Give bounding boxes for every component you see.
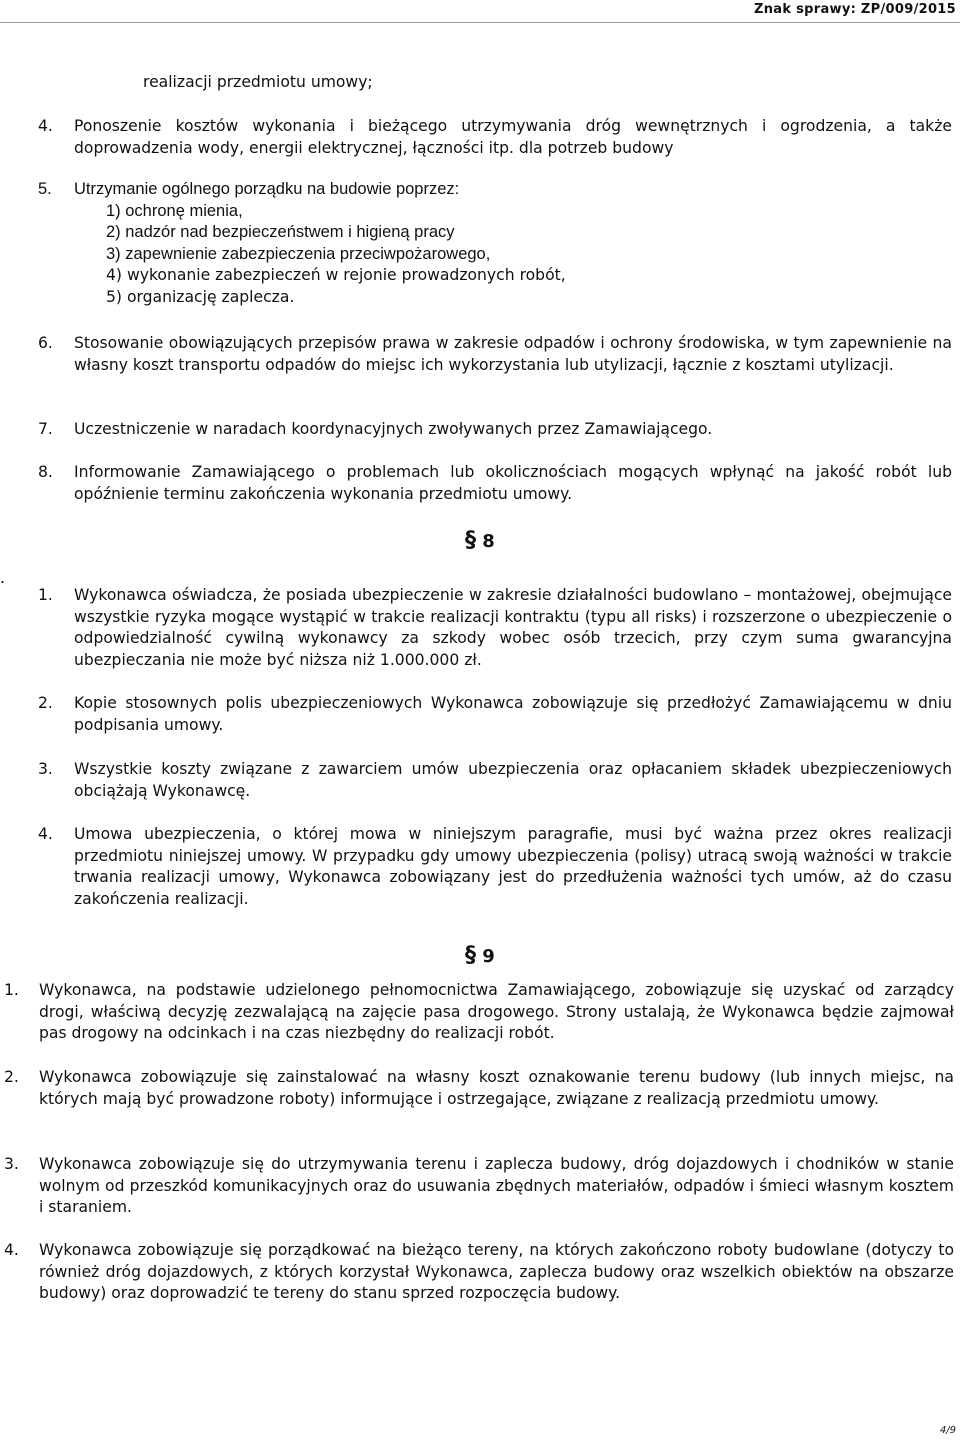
list-item — [4, 1067, 954, 1110]
page-header — [0, 0, 960, 23]
sub-list-item: 2) nadzór nad bezpieczeństwem i higieną pracy — [106, 223, 455, 241]
item-text: Informowanie Zamawiającego o problemach lub okolicznościach mogących wpłynąć na jakość robót lub opóźnienie terminu zakończenia wykonania przedmiotu umowy. — [74, 463, 952, 503]
list-item — [38, 116, 952, 159]
section-sign: § — [465, 943, 476, 968]
list-item — [38, 824, 952, 910]
section-number: 8 — [482, 531, 495, 552]
list-item — [4, 1240, 954, 1305]
item-text: Wykonawca zobowiązuje się zainstalować na własny koszt oznakowanie terenu budowy (lub innych miejsc, na których mają być prowadzone roboty) informujące i ostrzegające, związane z realizacją przedmiotu umowy. — [39, 1068, 954, 1108]
list-item — [38, 179, 952, 201]
item-text: Ponoszenie kosztów wykonania i bieżącego utrzymywania dróg wewnętrznych i ogrodzenia, a także doprowadzenia wody, energii elektrycznej, łączności itp. dla potrzeb budowy — [74, 117, 952, 157]
list-item — [38, 419, 952, 441]
section-number: 9 — [482, 946, 495, 967]
item-number: 2. — [4, 1068, 19, 1086]
item-number: 4. — [38, 117, 53, 135]
item-text: Stosowanie obowiązujących przepisów prawa w zakresie odpadów i ochrony środowiska, w tym zapewnienie na własny koszt transportu odpadów do miejsc ich wykorzystania lub utylizacji, łącznie z kosztami utylizacji. — [74, 334, 952, 374]
sub-list-item: 4) wykonanie zabezpieczeń w rejonie prowadzonych robót, — [106, 266, 566, 284]
section-heading-8 — [465, 528, 495, 553]
item-text: Wykonawca, na podstawie udzielonego pełnomocnictwa Zamawiającego, zobowiązuje się uzyskać od zarządcy drogi, właściwą decyzję zezwalającą na zajęcie pasa drogowego. Strony ustalają, że Wykonawca będzie zajmował pas drogowy na odcinkach i na czas niezbędny do realizacji robót. — [39, 981, 954, 1043]
item-number: 6. — [38, 334, 53, 352]
section-heading-9 — [465, 943, 495, 968]
continuation-text: realizacji przedmiotu umowy; — [143, 73, 373, 91]
item-text: Wszystkie koszty związane z zawarciem umów ubezpieczenia oraz opłacaniem składek ubezpieczeniowych obciążają Wykonawcę. — [74, 760, 952, 800]
list-item — [38, 462, 952, 505]
case-number: Znak sprawy: ZP/009/2015 — [753, 2, 956, 17]
item-number: 1. — [38, 586, 53, 604]
item-number: 7. — [38, 420, 53, 438]
item-text: Kopie stosownych polis ubezpieczeniowych Wykonawca zobowiązuje się przedłożyć Zamawiającemu w dniu podpisania umowy. — [74, 694, 952, 734]
item-text: Umowa ubezpieczenia, o której mowa w niniejszym paragrafie, musi być ważna przez okres realizacji przedmiotu niniejszej umowy. W przypadku gdy umowy ubezpieczenia (polisy) utracą swoją ważności w trakcie trwania realizacji umowy, Wykonawca zobowiązany jest do przedłużenia ważności tych umów, aż do czasu zakończenia realizacji. — [74, 825, 952, 908]
item-number: 4. — [4, 1241, 19, 1259]
list-item — [4, 1154, 954, 1219]
item-text: Uczestniczenie w naradach koordynacyjnych zwoływanych przez Zamawiającego. — [74, 420, 713, 438]
item-text: Wykonawca oświadcza, że posiada ubezpieczenie w zakresie działalności budowlano – montażowej, obejmujące wszystkie ryzyka mogące wystąpić w trakcie realizacji kontraktu (typu all risks) i rozszerzone o ubezpieczenie o odpowiedzialność cywilną wykonawcy za szkody wobec osób trzecich, przy czym suma gwarancyjna ubezpieczania nie może być niższa niż 1.000.000 zł. — [74, 586, 952, 669]
item-number: 5. — [38, 180, 52, 198]
list-item — [38, 759, 952, 802]
list-item — [38, 333, 952, 376]
item-number: 4. — [38, 825, 53, 843]
sub-list-item: 1) ochronę mienia, — [106, 202, 243, 220]
item-number: 2. — [38, 694, 53, 712]
sub-list-item: 5) organizację zaplecza. — [106, 288, 295, 306]
section-sign: § — [465, 528, 476, 553]
item-number: 3. — [38, 760, 53, 778]
item-number: 3. — [4, 1155, 19, 1173]
list-item — [38, 693, 952, 736]
stray-dot: . — [0, 568, 6, 587]
item-number: 8. — [38, 463, 53, 481]
sub-list-item: 3) zapewnienie zabezpieczenia przeciwpożarowego, — [106, 245, 491, 263]
item-text: Wykonawca zobowiązuje się porządkować na bieżąco tereny, na których zakończono roboty budowlane (dotyczy to również dróg dojazdowych, z których korzystał Wykonawca, zaplecza budowy oraz wszelkich obiektów na obszarze budowy) oraz doprowadzić te tereny do stanu sprzed rozpoczęcia budowy. — [39, 1241, 954, 1303]
item-text: Wykonawca zobowiązuje się do utrzymywania terenu i zaplecza budowy, dróg dojazdowych i chodników w stanie wolnym od przeszkód komunikacyjnych oraz do usuwania zbędnych materiałów, odpadów i śmieci własnym kosztem i staraniem. — [39, 1155, 954, 1217]
page-number: 4/9 — [939, 1425, 956, 1436]
list-item — [38, 585, 952, 671]
item-number: 1. — [4, 981, 19, 999]
item-text: Utrzymanie ogólnego porządku na budowie poprzez: — [74, 180, 460, 198]
list-item — [4, 980, 954, 1045]
